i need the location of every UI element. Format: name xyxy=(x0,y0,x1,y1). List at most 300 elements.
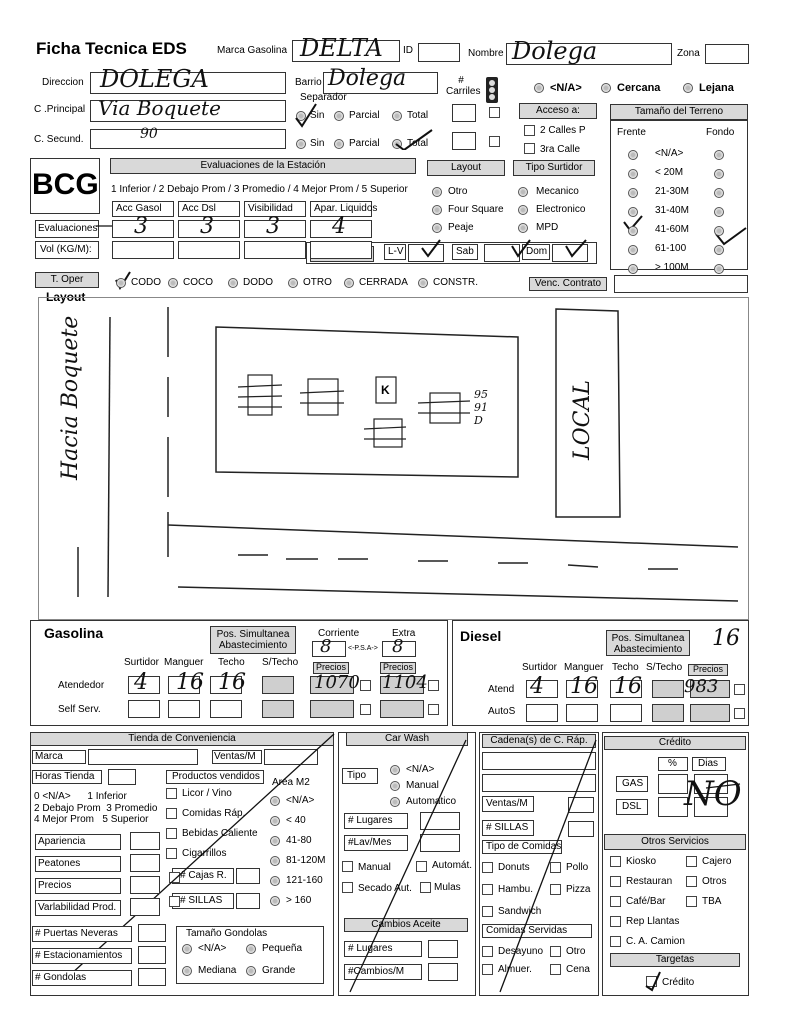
gas-precio-checkbox[interactable] xyxy=(360,704,371,715)
tienda-row-field[interactable] xyxy=(130,898,160,916)
servida-label: Otro xyxy=(566,946,586,957)
area-radio[interactable] xyxy=(270,836,280,846)
servida-checkbox[interactable] xyxy=(482,964,493,975)
hand-checkmark xyxy=(420,226,590,266)
cw-automat-checkbox[interactable] xyxy=(416,861,427,872)
cercana-radio[interactable] xyxy=(601,83,611,93)
secund-carril-checkbox[interactable] xyxy=(489,136,500,147)
vol-field[interactable] xyxy=(310,241,372,259)
toper-radio[interactable] xyxy=(344,278,354,288)
gondola-option-label: Grande xyxy=(262,965,296,976)
tienda-row-field[interactable] xyxy=(130,832,160,850)
eval-col-label: Acc Dsl xyxy=(182,203,216,214)
gas-precio-checkbox[interactable] xyxy=(428,704,439,715)
cw-secado-label: Secado Aut. xyxy=(358,883,412,894)
servida-label: Almuer. xyxy=(498,964,532,975)
diesel-col-label: Techo xyxy=(612,662,639,673)
layout-octanes: 95 91 D xyxy=(474,388,488,428)
producto-checkbox[interactable] xyxy=(166,788,177,799)
gas-precio-value-2: 1104 xyxy=(382,672,428,693)
gondola-radio[interactable] xyxy=(182,944,192,954)
servicio-checkbox[interactable] xyxy=(686,876,697,887)
cajas-checkbox[interactable] xyxy=(169,872,180,883)
surtidor-option-label: MPD xyxy=(536,222,559,233)
carwash-tipo-label: Tipo xyxy=(347,770,367,781)
tamano-option-label: < 20M xyxy=(655,167,684,178)
servida-checkbox[interactable] xyxy=(482,946,493,957)
cw-manual-checkbox[interactable] xyxy=(342,861,353,872)
principal-sin-label: Sin xyxy=(310,110,325,121)
c-secund-field[interactable] xyxy=(90,129,286,149)
dos-calles-checkbox[interactable] xyxy=(524,125,535,136)
comida-checkbox[interactable] xyxy=(550,884,561,895)
extra-value: 8 xyxy=(392,636,404,657)
tamano-option-label: 41-60M xyxy=(655,224,689,235)
dsl-precio-checkbox[interactable] xyxy=(734,684,745,695)
ca-lugares-field[interactable] xyxy=(428,940,458,958)
producto-label: Bebidas Caliente xyxy=(182,828,258,839)
ca-cambios-field[interactable] xyxy=(428,963,458,981)
gondola-option-label: Mediana xyxy=(198,965,237,976)
sab-label: Sab xyxy=(456,246,474,257)
servicio-checkbox[interactable] xyxy=(686,856,697,867)
gas-atend-value: 16 xyxy=(176,670,204,695)
frente-label: Frente xyxy=(617,127,646,138)
dsl-autos-field[interactable] xyxy=(526,704,558,722)
servida-checkbox[interactable] xyxy=(550,946,561,957)
eval-scale: 1 Inferior / 2 Debajo Prom / 3 Promedio / 4 Mejor Prom / 5 Superior xyxy=(111,184,408,195)
gas-self-field[interactable] xyxy=(128,700,160,718)
area-option-label: < 40 xyxy=(286,815,306,826)
corriente-value: 8 xyxy=(320,636,332,657)
cajas-field[interactable] xyxy=(236,868,260,884)
toper-option-label: CERRADA xyxy=(359,277,408,288)
servida-checkbox[interactable] xyxy=(550,964,561,975)
diesel-pos-label: Pos. Simultanea Abastecimiento xyxy=(606,630,690,656)
cercana-label: Cercana xyxy=(617,82,661,94)
layout-radio[interactable] xyxy=(432,205,442,215)
surtidor-radio[interactable] xyxy=(518,205,528,215)
fondo-radio[interactable] xyxy=(714,264,724,274)
area-option-label: <N/A> xyxy=(286,795,315,806)
tamano-option-label: 31-40M xyxy=(655,205,689,216)
gasolina-col-label: Techo xyxy=(218,657,245,668)
tienda-marca-label: Marca xyxy=(35,751,63,762)
layout-option-label: Four Square xyxy=(448,204,504,215)
horas-tienda-label: Horas Tienda xyxy=(35,771,95,782)
fondo-radio[interactable] xyxy=(714,150,724,160)
tienda-ventas-field[interactable] xyxy=(264,749,318,765)
lv-label: L-V xyxy=(388,246,404,257)
gas-atend-value: 16 xyxy=(218,670,246,695)
cw-lugares-label: # Lugares xyxy=(348,815,393,826)
carriles-label: # Carriles xyxy=(446,75,481,97)
cw-lav-field[interactable] xyxy=(420,834,460,852)
comida-checkbox[interactable] xyxy=(482,906,493,917)
servida-label: Cena xyxy=(566,964,590,975)
toper-option-label: CODO xyxy=(131,277,161,288)
cambios-aceite-title: Cambios Aceite xyxy=(344,918,468,932)
frente-radio[interactable] xyxy=(628,188,638,198)
carriles-principal-field[interactable] xyxy=(452,104,476,122)
dsl-atend-value: 4 xyxy=(530,674,544,699)
fondo-radio[interactable] xyxy=(714,169,724,179)
cadena-name-field-2[interactable] xyxy=(482,774,596,792)
gas-precio-checkbox[interactable] xyxy=(428,680,439,691)
tienda-sillas-label: # SILLAS xyxy=(180,895,223,906)
toper-radio[interactable] xyxy=(288,278,298,288)
frente-radio[interactable] xyxy=(628,226,638,236)
tienda-count-label: # Estacionamientos xyxy=(35,950,123,961)
evaluaciones-header: Evaluaciones de la Estación xyxy=(110,158,416,174)
dsl-autos-field[interactable] xyxy=(652,704,684,722)
separador-label: Separador xyxy=(300,92,347,103)
area-radio[interactable] xyxy=(270,796,280,806)
c-secund-label: C. Secund. xyxy=(34,134,84,145)
eval-value: 3 xyxy=(200,214,214,239)
ca-cambios-label: #Cambios/M xyxy=(348,966,405,977)
area-option-label: 41-80 xyxy=(286,835,312,846)
eval-value: 3 xyxy=(266,214,280,239)
tienda-row-label: Precios xyxy=(38,880,72,891)
frente-radio[interactable] xyxy=(628,207,638,217)
servida-label: Desayuno xyxy=(498,946,544,957)
direccion-value: DOLEGA xyxy=(100,65,209,93)
tienda-count-label: # Puertas Neveras xyxy=(35,928,118,939)
tienda-count-label: # Gondolas xyxy=(35,972,87,983)
comida-checkbox[interactable] xyxy=(550,862,561,873)
carwash-option-label: Manual xyxy=(406,780,439,791)
producto-checkbox[interactable] xyxy=(166,848,177,859)
self-serv-label: Self Serv. xyxy=(58,704,101,715)
c-principal-label: C .Principal xyxy=(34,104,86,115)
secund-sin-label: Sin xyxy=(310,138,325,149)
tamano-option-label: > 100M xyxy=(655,262,689,273)
layout-option-label: Otro xyxy=(448,186,468,197)
dias-label: Dias xyxy=(698,758,719,769)
tres-calle-label: 3ra Calle xyxy=(540,144,581,155)
comida-label: Donuts xyxy=(498,862,530,873)
dsl-atend-value: 16 xyxy=(614,674,642,699)
c-principal-value: Via Boquete xyxy=(98,96,221,120)
carwash-option-label: Automatico xyxy=(406,796,457,807)
sillas-checkbox[interactable] xyxy=(169,896,180,907)
diesel-col-label: S/Techo xyxy=(646,662,683,673)
dsl-autos-field[interactable] xyxy=(610,704,642,722)
producto-label: Comidas Ráp. xyxy=(182,808,246,819)
gas-self-field[interactable] xyxy=(310,700,354,718)
gondola-radio[interactable] xyxy=(246,944,256,954)
tres-calle-checkbox[interactable] xyxy=(524,143,535,154)
productos-label: Productos vendidos xyxy=(172,771,260,782)
atend-label: Atend xyxy=(488,684,515,695)
vol-field[interactable] xyxy=(112,241,174,259)
traffic-light-icon xyxy=(484,77,500,103)
principal-parcial-label: Parcial xyxy=(349,110,380,121)
principal-carril-checkbox[interactable] xyxy=(489,107,500,118)
targetas-title: Targetas xyxy=(610,953,740,967)
cadena-sillas-field[interactable] xyxy=(568,821,594,837)
marca-gasolina-label: Marca Gasolina xyxy=(217,45,288,56)
atendedor-label: Atendedor xyxy=(58,680,105,691)
dsl-autos-field[interactable] xyxy=(690,704,730,722)
tienda-row-field[interactable] xyxy=(130,854,160,872)
servicio-label: Restauran xyxy=(626,876,673,887)
cw-mulas-label: Mulas xyxy=(434,882,461,893)
layout-title: Layout xyxy=(46,290,86,304)
venc-contrato-label: Venc. Contrato xyxy=(529,277,607,291)
fondo-radio[interactable] xyxy=(714,188,724,198)
toper-option-label: COCO xyxy=(183,277,213,288)
gasolina-col-label: S/Techo xyxy=(262,657,299,668)
servicio-checkbox[interactable] xyxy=(610,916,621,927)
nombre-value: Dolega xyxy=(512,37,598,65)
gasolina-title: Gasolina xyxy=(44,625,104,641)
area-radio[interactable] xyxy=(270,876,280,886)
lejana-radio[interactable] xyxy=(683,83,693,93)
fondo-radio[interactable] xyxy=(714,207,724,217)
dos-calles-label: 2 Calles P xyxy=(540,125,586,136)
servicio-label: C. A. Camion xyxy=(626,936,685,947)
frente-radio[interactable] xyxy=(628,169,638,179)
venc-contrato-field[interactable] xyxy=(614,275,748,293)
servicio-checkbox[interactable] xyxy=(610,876,621,887)
credito-checkbox[interactable] xyxy=(646,976,657,987)
eval-value: 3 xyxy=(134,214,148,239)
direccion-label: Direccion xyxy=(42,77,84,88)
gas-precio-checkbox[interactable] xyxy=(360,680,371,691)
dom-label: Dom xyxy=(526,246,548,257)
tienda-title: Tienda de Conveniencia xyxy=(30,732,334,746)
gas-precios-label-2: Precios xyxy=(380,662,416,674)
producto-checkbox[interactable] xyxy=(166,808,177,819)
gasolina-col-label: Manguer xyxy=(164,657,204,668)
layout-radio[interactable] xyxy=(432,187,442,197)
cw-secado-checkbox[interactable] xyxy=(342,882,353,893)
bcg-logo-text: BCG xyxy=(32,168,99,201)
barrio-label: Barrio xyxy=(295,77,322,88)
tienda-row-label: Varlabilidad Prod. xyxy=(38,902,117,913)
id-field[interactable] xyxy=(418,43,460,62)
gas-atend-value: 4 xyxy=(134,670,148,695)
carwash-title: Car Wash xyxy=(346,732,468,746)
gas-precio-value-1: 1070 xyxy=(314,672,360,693)
credito-no-value: NO xyxy=(684,774,742,814)
tienda-row-label: Apariencia xyxy=(38,836,86,847)
surtidor-radio[interactable] xyxy=(518,223,528,233)
eval-col-label: Acc Gasol xyxy=(116,203,162,214)
tipo-comidas-label: Tipo de Comidas xyxy=(486,841,562,852)
comidas-servidas-label: Comidas Servidas xyxy=(486,925,568,936)
toper-option-label: CONSTR. xyxy=(433,277,478,288)
area-option-label: 81-120M xyxy=(286,855,326,866)
frente-radio[interactable] xyxy=(628,264,638,274)
servicio-label: Café/Bar xyxy=(626,896,666,907)
comida-checkbox[interactable] xyxy=(482,884,493,895)
comida-label: Sandwich xyxy=(498,906,542,917)
tienda-ventas-label: Ventas/M xyxy=(214,751,256,762)
cadena-ventas-field[interactable] xyxy=(568,797,594,813)
producto-label: Cigarrillos xyxy=(182,848,227,859)
tamano-option-label: 21-30M xyxy=(655,186,689,197)
servicio-checkbox[interactable] xyxy=(610,896,621,907)
tienda-scale: 0 <N/A> 1 Inferior 2 Debajo Prom 3 Promedio 4 Mejor Prom 5 Superior xyxy=(34,791,158,825)
carwash-radio[interactable] xyxy=(390,781,400,791)
vol-field[interactable] xyxy=(244,241,306,259)
gas-atend-field[interactable] xyxy=(262,676,294,694)
layout-radio[interactable] xyxy=(432,223,442,233)
area-radio[interactable] xyxy=(270,816,280,826)
layout-option-label: Peaje xyxy=(448,222,474,233)
cw-lav-label: #Lav/Mes xyxy=(348,837,392,848)
cadena-sillas-label: # SILLAS xyxy=(486,822,529,833)
carwash-radio[interactable] xyxy=(390,765,400,775)
toper-radio[interactable] xyxy=(116,278,126,288)
evaluaciones-label: Evaluaciones xyxy=(38,223,98,234)
otros-servicios-title: Otros Servicios xyxy=(604,834,746,850)
fondo-radio[interactable] xyxy=(714,245,724,255)
dsl-autos-field[interactable] xyxy=(566,704,598,722)
autos-label: AutoS xyxy=(488,706,516,717)
area-option-label: 121-160 xyxy=(286,875,323,886)
gas-self-field[interactable] xyxy=(380,700,424,718)
gondola-radio[interactable] xyxy=(246,966,256,976)
gondola-option-label: Pequeña xyxy=(262,943,303,954)
comida-label: Pollo xyxy=(566,862,589,873)
eval-col-label: Visibilidad xyxy=(248,203,293,214)
diesel-col-label: Manguer xyxy=(564,662,604,673)
cw-mulas-checkbox[interactable] xyxy=(420,882,431,893)
gondola-option-label: <N/A> xyxy=(198,943,227,954)
tamano-gondolas-label: Tamaño Gondolas xyxy=(186,928,268,939)
toper-radio[interactable] xyxy=(168,278,178,288)
tienda-count-field[interactable] xyxy=(138,924,166,942)
psa-label: <-P.S.A-> xyxy=(348,645,378,652)
comida-label: Pizza xyxy=(566,884,591,895)
cw-manual-label: Manual xyxy=(358,862,391,873)
gasolina-col-label: Surtidor xyxy=(124,657,160,668)
vol-field[interactable] xyxy=(178,241,240,259)
tienda-sillas-field[interactable] xyxy=(236,893,260,909)
cw-automat-label: Automát. xyxy=(432,860,473,871)
area-label: Area M2 xyxy=(272,777,310,788)
carriles-secund-field[interactable] xyxy=(452,132,476,150)
layout-local-label: LOCAL xyxy=(570,380,595,460)
layout-header: Layout xyxy=(427,160,505,176)
zona-field[interactable] xyxy=(705,44,749,64)
comida-label: Hambu. xyxy=(498,884,534,895)
ca-lugares-label: # Lugares xyxy=(348,943,393,954)
gas-self-field[interactable] xyxy=(262,700,294,718)
toper-label: T. Oper xyxy=(35,272,99,288)
tienda-row-field[interactable] xyxy=(130,876,160,894)
servicio-checkbox[interactable] xyxy=(686,896,697,907)
dsl-label: DSL xyxy=(622,801,642,812)
gas-precios-label-1: Precios xyxy=(313,662,349,674)
tienda-marca-field[interactable] xyxy=(88,749,198,765)
tienda-count-field[interactable] xyxy=(138,946,166,964)
servicio-checkbox[interactable] xyxy=(610,856,621,867)
frente-radio[interactable] xyxy=(628,150,638,160)
layout-sketch xyxy=(38,297,749,620)
gas-label: GAS xyxy=(622,778,644,789)
credito-title: Crédito xyxy=(604,736,746,750)
horas-tienda-field[interactable] xyxy=(108,769,136,785)
id-label: ID xyxy=(403,45,413,56)
area-radio[interactable] xyxy=(270,856,280,866)
acceso-header: Acceso a: xyxy=(519,103,597,119)
layout-road-label: Hacia Boquete xyxy=(58,315,83,480)
dsl-precio-value: 983 xyxy=(684,676,719,697)
eval-col-label: Apar. Liquidos xyxy=(314,203,378,214)
eval-value: 4 xyxy=(332,214,346,239)
servicio-checkbox[interactable] xyxy=(610,936,621,947)
servicio-label: Otros xyxy=(702,876,727,887)
cadena-name-field-1[interactable] xyxy=(482,752,596,770)
credito-checkbox-label: Crédito xyxy=(662,977,695,988)
form-title: Ficha Tecnica EDS xyxy=(36,39,187,58)
fondo-label: Fondo xyxy=(706,127,735,138)
dsl-atend-value: 16 xyxy=(570,674,598,699)
dsl-precio-checkbox[interactable] xyxy=(734,708,745,719)
tienda-count-field[interactable] xyxy=(138,968,166,986)
area-radio[interactable] xyxy=(270,896,280,906)
vol-label: Vol (KG/M): xyxy=(40,244,92,255)
servicio-label: Kiosko xyxy=(626,856,657,867)
servicio-label: Rep Llantas xyxy=(626,916,680,927)
cadena-ventas-label: Ventas/M xyxy=(486,798,528,809)
producto-label: Licor / Vino xyxy=(182,788,232,799)
tamano-header: Tamaño del Terreno xyxy=(610,104,748,120)
cadena-title: Cadena(s) de C. Ráp. xyxy=(482,734,596,748)
comida-checkbox[interactable] xyxy=(482,862,493,873)
toper-radio[interactable] xyxy=(228,278,238,288)
cw-lugares-field[interactable] xyxy=(420,812,460,830)
corriente-label: Corriente xyxy=(318,628,360,639)
barrio-value: Dolega xyxy=(328,66,407,91)
area-option-label: > 160 xyxy=(286,895,312,906)
dsl-atend-field[interactable] xyxy=(652,680,684,698)
tamano-option-label: 61-100 xyxy=(655,243,687,254)
gas-self-field[interactable] xyxy=(168,700,200,718)
na-label: <N/A> xyxy=(550,82,582,94)
servicio-label: Cajero xyxy=(702,856,732,867)
surtidor-option-label: Mecanico xyxy=(536,186,579,197)
nombre-label: Nombre xyxy=(468,48,504,59)
gondola-radio[interactable] xyxy=(182,966,192,976)
lejana-label: Lejana xyxy=(699,82,734,94)
carwash-radio[interactable] xyxy=(390,797,400,807)
cajas-label: # Cajas R. xyxy=(180,870,227,881)
fondo-radio[interactable] xyxy=(714,226,724,236)
toper-option-label: OTRO xyxy=(303,277,332,288)
diesel-title: Diesel xyxy=(460,628,502,644)
zona-label: Zona xyxy=(677,48,700,59)
carwash-option-label: <N/A> xyxy=(406,764,435,775)
toper-option-label: DODO xyxy=(243,277,273,288)
frente-radio[interactable] xyxy=(628,245,638,255)
surtidor-option-label: Electronico xyxy=(536,204,586,215)
servicio-label: TBA xyxy=(702,896,722,907)
surtidor-radio[interactable] xyxy=(518,187,528,197)
toper-radio[interactable] xyxy=(418,278,428,288)
gas-self-field[interactable] xyxy=(210,700,242,718)
producto-checkbox[interactable] xyxy=(166,828,177,839)
na-radio[interactable] xyxy=(534,83,544,93)
surtidor-header: Tipo Surtidor xyxy=(513,160,595,176)
layout-k-label: K xyxy=(381,383,390,397)
diesel-col-label: Surtidor xyxy=(522,662,558,673)
